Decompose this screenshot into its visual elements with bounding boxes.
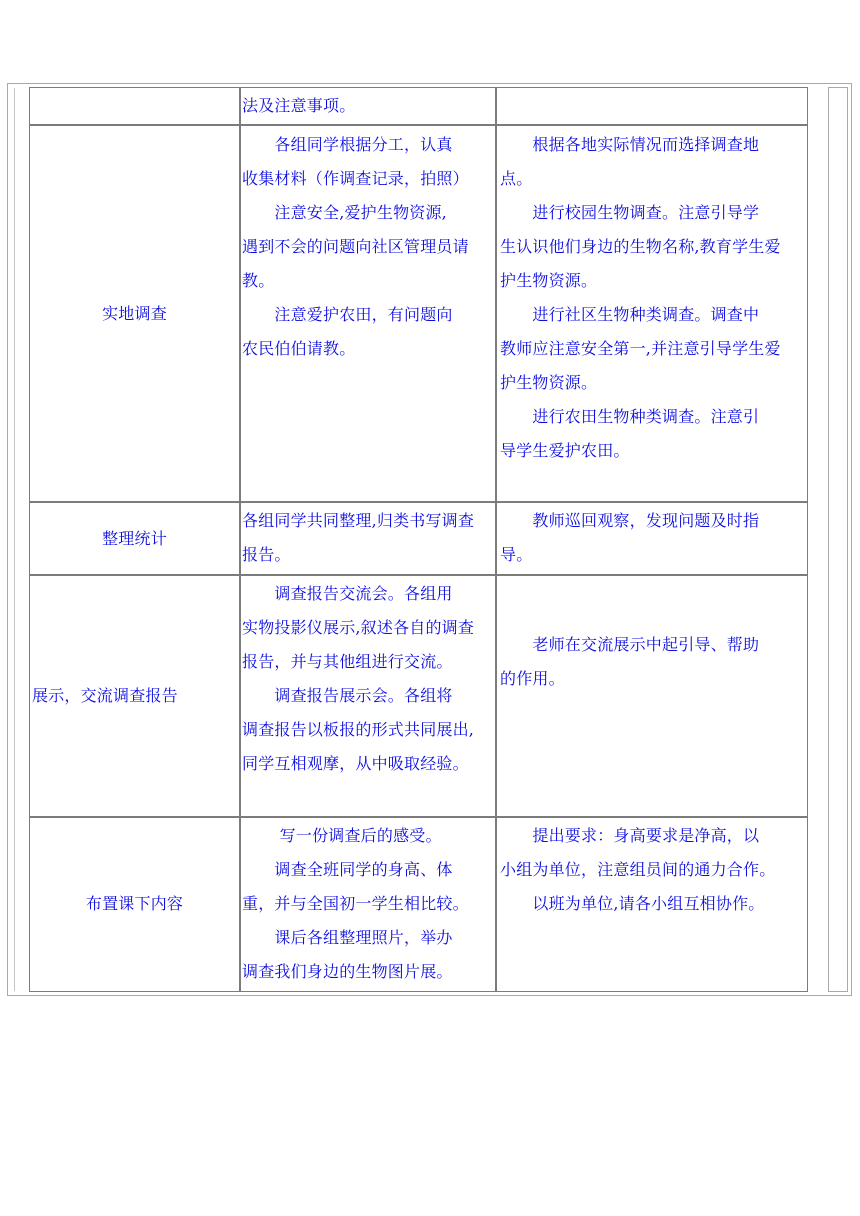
paragraph-line: 调查全班同学的身高、体 bbox=[242, 860, 453, 879]
paragraph-line: 导学生爱护农田。 bbox=[500, 441, 630, 460]
stage-label: 展示，交流调查报告 bbox=[32, 686, 178, 705]
paragraph-line: 教师巡回观察，发现问题及时指 bbox=[500, 511, 760, 530]
stage-cell bbox=[29, 87, 240, 125]
paragraph-line: 老师在交流展示中起引导、帮助 bbox=[500, 635, 760, 654]
paragraph-line: 调查我们身边的生物图片展。 bbox=[242, 962, 453, 981]
stage-cell bbox=[29, 575, 240, 817]
paragraph-line: 报告。 bbox=[242, 545, 291, 564]
paragraph-line: 进行农田生物种类调查。注意引 bbox=[500, 407, 760, 426]
right-margin-column bbox=[828, 87, 848, 992]
stage-label: 整理统计 bbox=[102, 529, 167, 548]
paragraph-line: 生认识他们身边的生物名称,教育学生爱 bbox=[500, 237, 781, 256]
paragraph-line: 写一份调查后的感受。 bbox=[242, 826, 442, 845]
student-activity-text bbox=[242, 577, 474, 781]
paragraph-line: 调查报告展示会。各组将 bbox=[242, 686, 453, 705]
stage-cell bbox=[29, 125, 240, 502]
paragraph-line: 注意安全,爱护生物资源, bbox=[242, 203, 447, 222]
paragraph-line: 以班为单位,请各小组互相协作。 bbox=[500, 894, 765, 913]
student-activity-text bbox=[242, 128, 469, 366]
paragraph-line: 提出要求：身高要求是净高，以 bbox=[500, 826, 760, 845]
teacher-activity-cell bbox=[496, 817, 808, 992]
paragraph-line: 教师应注意安全第一,并注意引导学生爱 bbox=[500, 339, 781, 358]
paragraph-line: 进行校园生物调查。注意引导学 bbox=[500, 203, 760, 222]
paragraph-line: 农民伯伯请教。 bbox=[242, 339, 356, 358]
paragraph-line: 课后各组整理照片，举办 bbox=[242, 928, 453, 947]
stage-cell bbox=[29, 502, 240, 575]
teacher-activity-cell bbox=[496, 575, 808, 817]
student-activity-cell bbox=[240, 125, 496, 502]
stage-cell bbox=[29, 817, 240, 992]
teacher-activity-text bbox=[500, 128, 781, 468]
teacher-activity-text bbox=[500, 504, 759, 572]
paragraph-line: 教。 bbox=[242, 271, 275, 290]
teacher-activity-text bbox=[500, 628, 759, 696]
teacher-activity-text bbox=[500, 819, 775, 921]
student-activity-cell bbox=[240, 575, 496, 817]
student-activity-text bbox=[242, 89, 355, 123]
student-activity-cell bbox=[240, 502, 496, 575]
paragraph-line: 护生物资源。 bbox=[500, 271, 598, 290]
teacher-activity-cell bbox=[496, 125, 808, 502]
paragraph-line: 小组为单位，注意组员间的通力合作。 bbox=[500, 860, 776, 879]
paragraph-line: 护生物资源。 bbox=[500, 373, 598, 392]
student-activity-text bbox=[242, 504, 474, 572]
teacher-activity-cell bbox=[496, 502, 808, 575]
paragraph-line: 导。 bbox=[500, 545, 533, 564]
student-activity-text bbox=[242, 819, 469, 989]
stage-label: 实地调查 bbox=[102, 304, 167, 323]
paragraph-line: 各组同学根据分工，认真 bbox=[242, 135, 453, 154]
paragraph-line: 注意爱护农田，有问题向 bbox=[242, 305, 453, 324]
paragraph-line: 同学互相观摩，从中吸取经验。 bbox=[242, 754, 469, 773]
paragraph-line: 的作用。 bbox=[500, 669, 565, 688]
stage-label: 布置课下内容 bbox=[85, 894, 184, 913]
student-activity-cell bbox=[240, 817, 496, 992]
paragraph-line: 重，并与全国初一学生相比较。 bbox=[242, 894, 469, 913]
teacher-activity-cell bbox=[496, 87, 808, 125]
paragraph-line: 法及注意事项。 bbox=[242, 96, 356, 115]
paragraph-line: 根据各地实际情况而选择调查地 bbox=[500, 135, 760, 154]
paragraph-line: 收集材料（作调查记录，拍照） bbox=[242, 169, 469, 188]
paragraph-line: 进行社区生物种类调查。调查中 bbox=[500, 305, 760, 324]
paragraph-line: 点。 bbox=[500, 169, 533, 188]
paragraph-line: 调查报告以板报的形式共同展出, bbox=[242, 720, 475, 739]
paragraph-line: 遇到不会的问题向社区管理员请 bbox=[242, 237, 469, 256]
student-activity-cell bbox=[240, 87, 496, 125]
paragraph-line: 报告，并与其他组进行交流。 bbox=[242, 652, 453, 671]
paragraph-line: 实物投影仪展示,叙述各自的调查 bbox=[242, 618, 475, 637]
outer-left-rule bbox=[14, 88, 15, 991]
paragraph-line: 调查报告交流会。各组用 bbox=[242, 584, 453, 603]
paragraph-line: 各组同学共同整理,归类书写调查 bbox=[242, 511, 475, 530]
